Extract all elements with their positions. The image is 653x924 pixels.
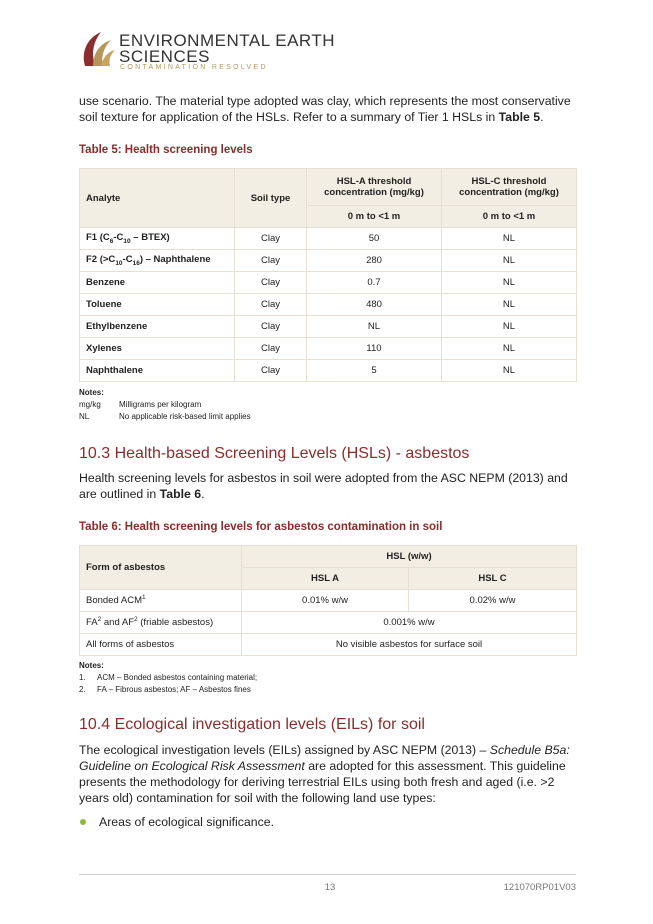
hsl-a-cell: 110 bbox=[307, 338, 442, 360]
notes-heading: Notes: bbox=[79, 388, 104, 397]
table-row bbox=[80, 612, 577, 634]
hsl-c-cell: NL bbox=[442, 228, 577, 250]
table6-header-hsl-a: HSL A bbox=[242, 568, 409, 590]
table5-header-analyte: Analyte bbox=[80, 169, 235, 228]
notes-heading: Notes: bbox=[79, 661, 104, 670]
form-cell: All forms of asbestos bbox=[80, 634, 242, 656]
table-row bbox=[80, 338, 577, 360]
f1-mid: -C bbox=[113, 232, 124, 244]
f1-post: – BTEX) bbox=[130, 232, 170, 244]
footnote-1: 1 bbox=[141, 594, 146, 602]
f2-post: ) – Naphthalene bbox=[139, 254, 211, 266]
note-item bbox=[79, 399, 576, 411]
analyte-cell: Naphthalene bbox=[80, 360, 235, 382]
table5-ref: Table 5 bbox=[498, 110, 541, 124]
note-value: Milligrams per kilogram bbox=[119, 400, 202, 409]
soil-cell: Clay bbox=[235, 316, 307, 338]
intro-text: use scenario. The material type adopted was clay, which represents the most conservative soil texture for application of the HSLs. Refer to a summary of Tier 1 HSLs in bbox=[79, 94, 571, 124]
bullet-icon bbox=[80, 819, 86, 825]
form-cell bbox=[80, 612, 242, 634]
hsl-a-cell: 280 bbox=[307, 250, 442, 272]
f1-pre: F1 (C bbox=[86, 232, 110, 244]
hsl-c-cell: NL bbox=[442, 316, 577, 338]
section-10-3-paragraph bbox=[79, 470, 576, 502]
section104-text1: The ecological investigation levels (EILs) assigned by ASC NEPM (2013) – bbox=[79, 743, 490, 757]
hsl-c-cell: NL bbox=[442, 294, 577, 316]
table6-header-hsl-c: HSL C bbox=[409, 568, 577, 590]
page-number: 13 bbox=[324, 882, 336, 893]
hsl-merged-cell: 0.001% w/w bbox=[242, 612, 577, 634]
intro-paragraph bbox=[79, 93, 576, 125]
section-10-4-heading: 10.4 Ecological investigation levels (EILs) for soil bbox=[79, 716, 425, 733]
section104-text2: are adopted for this assessment. This guideline presents the methodology for deriving terrestrial EILs using both fresh and aged (i.e. >2 years old) contamination for soil with the following land use types: bbox=[79, 759, 566, 805]
table6-notes bbox=[79, 660, 576, 696]
hsl-a-cell: 50 bbox=[307, 228, 442, 250]
analyte-cell: Ethylbenzene bbox=[80, 316, 235, 338]
note-num: 2. bbox=[79, 685, 86, 694]
note-key: mg/kg bbox=[79, 400, 101, 409]
friable-label: (friable asbestos) bbox=[137, 617, 214, 629]
fa-label: FA bbox=[86, 617, 98, 629]
table6-ref: Table 6 bbox=[159, 487, 202, 501]
f2-mid: -C bbox=[122, 254, 133, 266]
footnote-2b: 2 bbox=[134, 616, 138, 624]
table-row bbox=[80, 228, 577, 250]
logo-text-line2: SCIENCES bbox=[119, 47, 210, 66]
bullet-text: Areas of ecological significance. bbox=[99, 815, 274, 829]
table-row bbox=[80, 294, 577, 316]
document-reference: 121070RP01V03 bbox=[503, 882, 576, 893]
note-item bbox=[79, 411, 576, 423]
soil-cell: Clay bbox=[235, 338, 307, 360]
section-10-3-heading: 10.3 Health-based Screening Levels (HSLs) - asbestos bbox=[79, 445, 470, 462]
note-text: FA – Fibrous asbestos; AF – Asbestos fines bbox=[97, 685, 251, 694]
soil-cell: Clay bbox=[235, 228, 307, 250]
table6-title: Table 6: Health screening levels for asbestos contamination in soil bbox=[79, 521, 443, 533]
bonded-acm-label: Bonded ACM bbox=[86, 595, 142, 607]
hsl-a-cell: 0.7 bbox=[307, 272, 442, 294]
soil-cell: Clay bbox=[235, 360, 307, 382]
hsl-c-cell: NL bbox=[442, 250, 577, 272]
soil-cell: Clay bbox=[235, 294, 307, 316]
hsl-c-cell: 0.02% w/w bbox=[409, 590, 577, 612]
section-10-4-paragraph bbox=[79, 742, 576, 806]
table5-header-depth-a: 0 m to <1 m bbox=[307, 206, 442, 228]
hsl-c-cell: NL bbox=[442, 338, 577, 360]
table-row bbox=[80, 590, 577, 612]
table6-header-form: Form of asbestos bbox=[80, 546, 242, 590]
analyte-cell: Xylenes bbox=[80, 338, 235, 360]
soil-cell: Clay bbox=[235, 272, 307, 294]
hsl-merged-cell: No visible asbestos for surface soil bbox=[242, 634, 577, 656]
f2-pre: F2 (>C bbox=[86, 254, 116, 266]
logo-tagline: CONTAMINATION RESOLVED bbox=[120, 64, 268, 71]
af-label: and AF bbox=[101, 617, 134, 629]
note-key: NL bbox=[79, 412, 90, 421]
table5-header-hsl-c: HSL-C threshold concentration (mg/kg) bbox=[442, 169, 577, 206]
form-cell bbox=[80, 590, 242, 612]
table-row bbox=[80, 272, 577, 294]
table5 bbox=[79, 168, 576, 382]
table5-header-depth-c: 0 m to <1 m bbox=[442, 206, 577, 228]
company-logo-icon bbox=[79, 28, 117, 70]
table5-header-soil-type: Soil type bbox=[235, 169, 307, 228]
analyte-cell bbox=[80, 250, 235, 272]
note-item bbox=[79, 672, 576, 684]
table-row bbox=[80, 634, 577, 656]
logo-text-line1: ENVIRONMENTAL EARTH bbox=[119, 31, 336, 50]
note-value: No applicable risk-based limit applies bbox=[119, 412, 251, 421]
intro-end: . bbox=[540, 110, 544, 124]
table6-header-hsl: HSL (w/w) bbox=[242, 546, 577, 568]
hsl-a-cell: 0.01% w/w bbox=[242, 590, 409, 612]
hsl-a-cell: NL bbox=[307, 316, 442, 338]
table5-notes bbox=[79, 387, 576, 423]
f1-sub2: 10 bbox=[123, 237, 131, 245]
footnote-2a: 2 bbox=[97, 616, 102, 624]
table5-header-hsl-a: HSL-A threshold concentration (mg/kg) bbox=[307, 169, 442, 206]
footer-divider bbox=[79, 874, 576, 875]
note-num: 1. bbox=[79, 673, 86, 682]
table-row bbox=[80, 316, 577, 338]
page-header bbox=[79, 28, 379, 74]
note-text: ACM – Bonded asbestos containing material; bbox=[97, 673, 258, 682]
analyte-cell bbox=[80, 228, 235, 250]
table6 bbox=[79, 545, 576, 656]
schedule-title: Schedule B5a: Guideline on Ecological Risk Assessment bbox=[79, 743, 570, 773]
list-item bbox=[79, 815, 576, 829]
hsl-a-cell: 480 bbox=[307, 294, 442, 316]
table-row bbox=[80, 360, 577, 382]
soil-cell: Clay bbox=[235, 250, 307, 272]
hsl-c-cell: NL bbox=[442, 360, 577, 382]
f1-sub1: 6 bbox=[109, 237, 114, 245]
hsl-a-cell: 5 bbox=[307, 360, 442, 382]
note-item bbox=[79, 684, 576, 696]
f2-sub1: 10 bbox=[115, 259, 123, 267]
analyte-cell: Toluene bbox=[80, 294, 235, 316]
table-row bbox=[80, 250, 577, 272]
section103-text: Health screening levels for asbestos in soil were adopted from the ASC NEPM (2013) and are outlined in bbox=[79, 471, 568, 501]
hsl-c-cell: NL bbox=[442, 272, 577, 294]
analyte-cell: Benzene bbox=[80, 272, 235, 294]
f2-sub2: 16 bbox=[132, 259, 140, 267]
table5-title: Table 5: Health screening levels bbox=[79, 144, 253, 156]
section103-end: . bbox=[201, 487, 205, 501]
